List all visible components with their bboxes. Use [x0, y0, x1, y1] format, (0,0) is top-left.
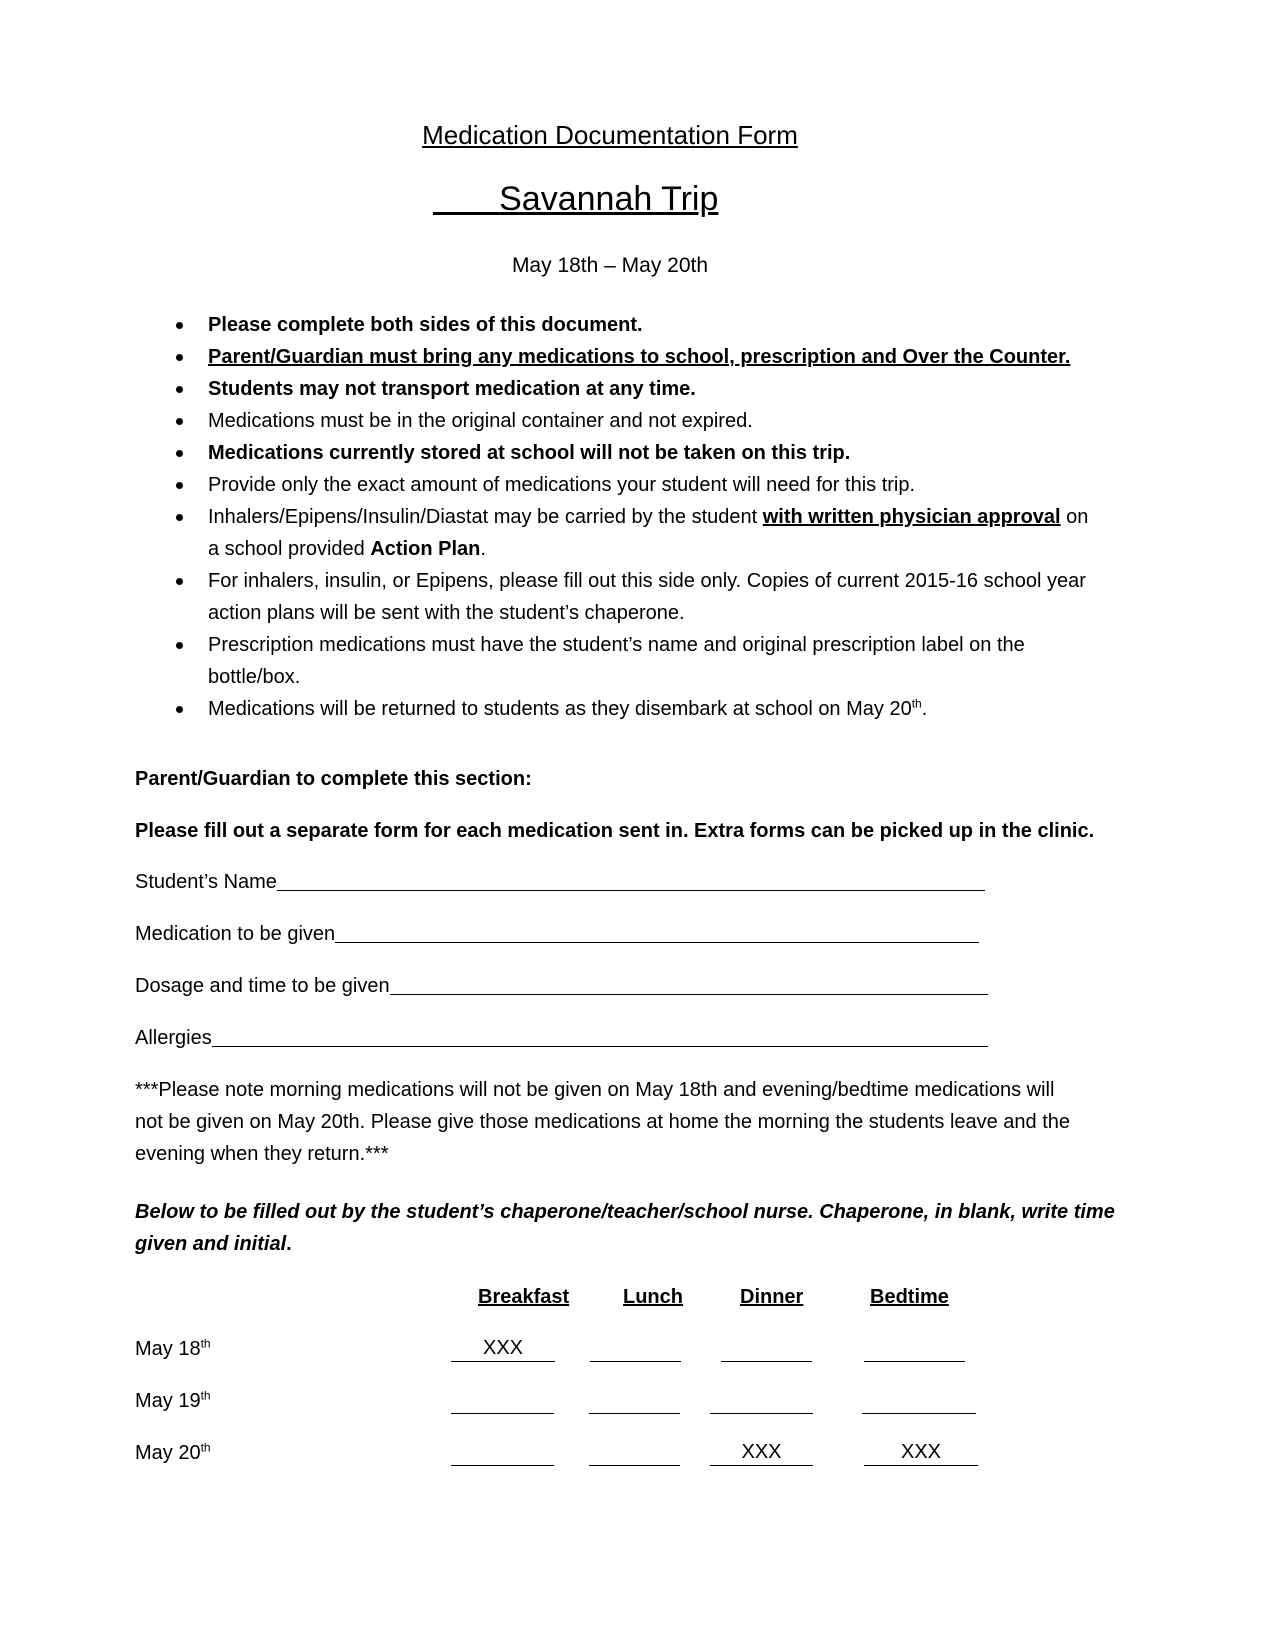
list-item-text: Medications currently stored at school will not be taken on this trip. [208, 442, 851, 464]
student-name-field[interactable] [135, 870, 985, 894]
list-item-text: bottle/box. [208, 666, 301, 688]
allergies-field[interactable] [135, 1026, 988, 1050]
instruction-list [168, 309, 1148, 725]
action-plan-text: Action Plan [370, 538, 481, 560]
may-20-dinner-blank[interactable]: XXX [710, 1441, 813, 1466]
superscript: th [200, 1388, 211, 1403]
may-20-breakfast-blank[interactable] [451, 1441, 554, 1466]
field-label: Dosage and time to be given [135, 975, 390, 997]
list-item-text: Medications will be returned to students as they disembark at school on May 20 [208, 698, 912, 720]
trip-dates: May 18th – May 20th [511, 254, 709, 277]
list-item-text: a school provided [208, 538, 371, 560]
bullet-icon [176, 482, 183, 489]
may-19-dinner-blank[interactable] [710, 1389, 813, 1414]
column-bedtime: Bedtime [870, 1286, 949, 1308]
note-line: not be given on May 20th. Please give those medications at home the morning the students leave and the [135, 1111, 1071, 1133]
list-item [168, 469, 1148, 501]
column-dinner: Dinner [740, 1286, 804, 1308]
may-19-bedtime-blank[interactable] [862, 1389, 976, 1414]
bullet-icon [176, 322, 183, 329]
list-item-text: . [921, 698, 928, 720]
student-name-line[interactable] [277, 870, 985, 891]
list-item [168, 341, 1148, 373]
list-item-text: action plans will be sent with the student’s chaperone. [208, 602, 685, 624]
may-19-breakfast-blank[interactable] [451, 1389, 554, 1414]
note-line: evening when they return.*** [135, 1143, 389, 1165]
section-instruction: Please fill out a separate form for each medication sent in. Extra forms can be picked up in the clinic. [135, 820, 1095, 842]
list-item [168, 373, 1148, 405]
list-item-text: Prescription medications must have the student’s name and original prescription label on the [208, 634, 1025, 656]
field-label: Medication to be given [135, 923, 336, 945]
allergies-line[interactable] [212, 1026, 988, 1047]
list-item-text: Provide only the exact amount of medications your student will need for this trip. [208, 474, 916, 496]
may-18-breakfast-blank[interactable]: XXX [451, 1337, 555, 1362]
row-label-may-20 [135, 1442, 211, 1465]
list-item-text: Please complete both sides of this document. [208, 314, 643, 336]
list-item-text: Inhalers/Epipens/Insulin/Diastat may be carried by the student [208, 506, 763, 528]
bullet-icon [176, 386, 183, 393]
list-item-text: on [1060, 506, 1089, 528]
bullet-icon [176, 642, 183, 649]
list-item [168, 437, 1148, 469]
superscript: th [200, 1440, 211, 1455]
bullet-icon [176, 514, 183, 521]
bullet-icon [176, 354, 183, 361]
list-item-text: Parent/Guardian must bring any medications to school, prescription and Over the Counter. [208, 346, 1071, 368]
may-18-dinner-blank[interactable] [721, 1337, 812, 1362]
list-item-text: . [480, 538, 486, 560]
list-item [168, 629, 1148, 693]
bullet-icon [176, 450, 183, 457]
may-18-lunch-blank[interactable] [590, 1337, 681, 1362]
bullet-icon [176, 706, 183, 713]
section-heading: Parent/Guardian to complete this section: [135, 768, 532, 790]
may-19-lunch-blank[interactable] [589, 1389, 680, 1414]
column-lunch: Lunch [623, 1286, 683, 1308]
list-item [168, 309, 1148, 341]
bullet-icon [176, 418, 183, 425]
row-label-may-19 [135, 1390, 211, 1413]
row-label-may-18 [135, 1338, 211, 1361]
instruction-end: . [286, 1233, 292, 1255]
row-label-text: May 20 [135, 1442, 201, 1464]
column-breakfast: Breakfast [478, 1286, 570, 1308]
dosage-field[interactable] [135, 974, 988, 998]
note-line: ***Please note morning medications will not be given on May 18th and evening/bedtime medications will [135, 1079, 1055, 1101]
list-item [168, 405, 1148, 437]
row-label-text: May 18 [135, 1338, 201, 1360]
superscript: th [911, 696, 922, 711]
trip-name: Savannah Trip [499, 180, 719, 218]
instruction-line: given and initial [135, 1233, 287, 1255]
list-item [168, 501, 1148, 565]
instruction-line: Below to be filled out by the student’s chaperone/teacher/school nurse. Chaperone, in blank, write time [135, 1201, 1115, 1223]
bullet-icon [176, 578, 183, 585]
row-label-text: May 19 [135, 1390, 201, 1412]
chaperone-instruction [135, 1196, 1145, 1260]
list-item [168, 565, 1148, 629]
dosage-line[interactable] [390, 974, 988, 995]
medication-line[interactable] [335, 922, 979, 943]
field-label: Allergies [135, 1027, 212, 1049]
medication-note [135, 1074, 1145, 1170]
document-title: Medication Documentation Form [422, 120, 798, 150]
physician-approval-text: with written physician approval [762, 506, 1061, 528]
list-item-text: Medications must be in the original container and not expired. [208, 410, 753, 432]
may-20-lunch-blank[interactable] [589, 1441, 680, 1466]
may-20-bedtime-blank[interactable]: XXX [864, 1441, 978, 1466]
field-label: Student’s Name [135, 871, 277, 893]
may-18-bedtime-blank[interactable] [864, 1337, 965, 1362]
list-item [168, 693, 1148, 725]
medication-field[interactable] [135, 922, 979, 946]
list-item-text: Students may not transport medication at any time. [208, 378, 696, 400]
list-item-text: For inhalers, insulin, or Epipens, please fill out this side only. Copies of current 2015-16 school year [208, 570, 1086, 592]
superscript: th [200, 1336, 211, 1351]
trip-title [433, 180, 718, 219]
